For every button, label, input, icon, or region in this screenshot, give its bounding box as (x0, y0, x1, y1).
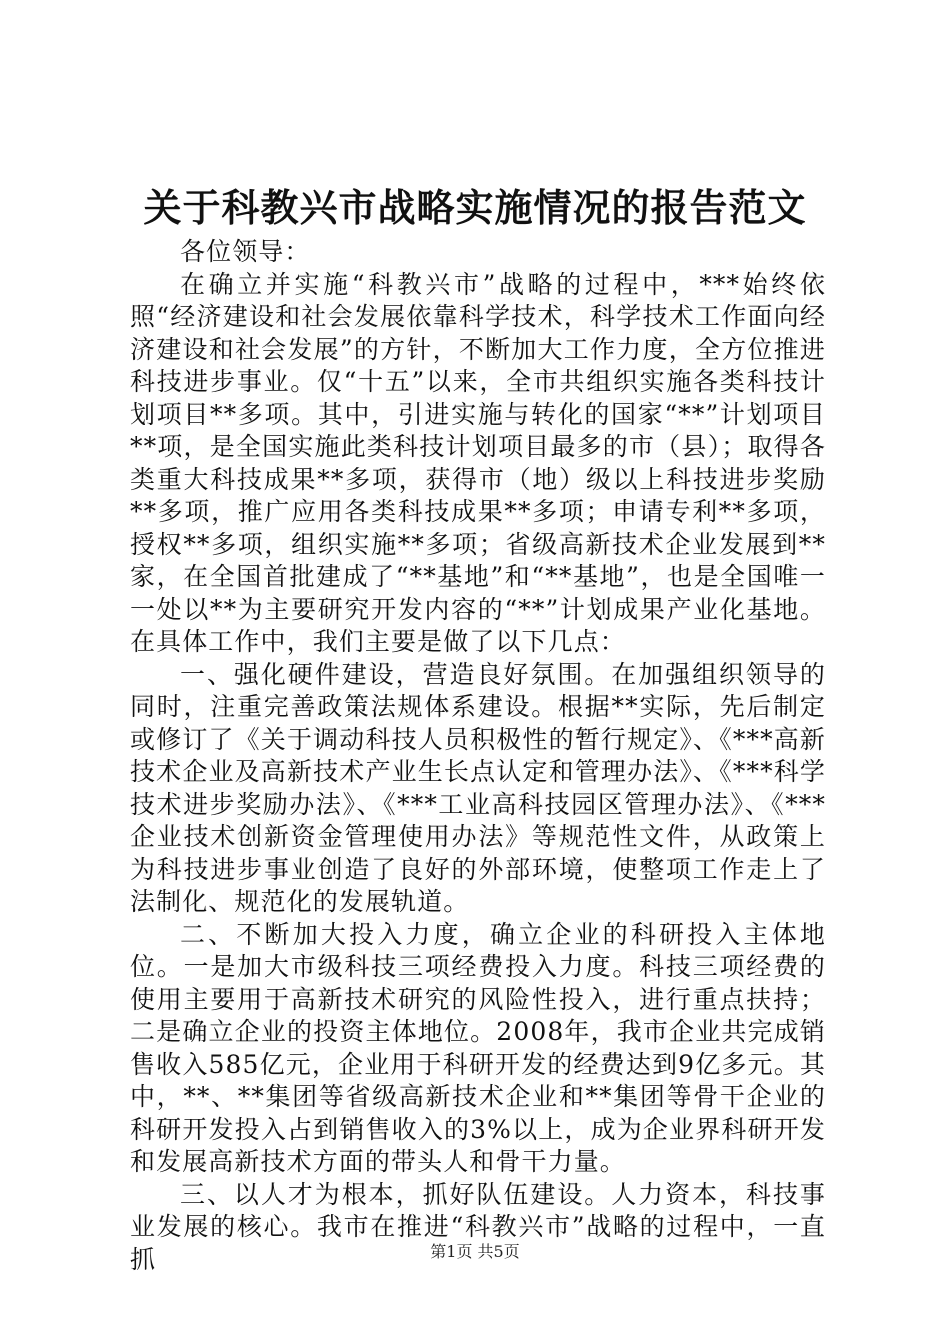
page-footer: 第1页 共5页 (430, 1242, 520, 1261)
paragraph-section-2: 二、不断加大投入力度，确立企业的科研投入主体地位。一是加大市级科技三项经费投入力度。科技三项经费的使用主要用于高新技术研究的风险性投入，进行重点扶持；二是确立企业的投资主体地位。2008年，我市企业共完成销售收入585亿元，企业用于科研开发的经费达到9亿多元。其中，**、**集团等省级高新技术企业和**集团等骨干企业的科研开发投入占到销售收入的3%以上，成为企业界科研开发和发展高新技术方面的带头人和骨干力量。 (130, 919, 826, 1176)
salutation: 各位领导： (180, 237, 311, 266)
document-body (130, 236, 826, 1276)
paragraph-section-3: 三、以人才为根本，抓好队伍建设。人力资本，科技事业发展的核心。我市在推进“科教兴市”战略的过程中，一直抓 (130, 1179, 826, 1274)
document-title: 关于科教兴市战略实施情况的报告范文 (143, 185, 807, 230)
paragraph-intro: 在确立并实施“科教兴市”战略的过程中，***始终依照“经济建设和社会发展依靠科学技术，科学技术工作面向经济建设和社会发展”的方针，不断加大工作力度，全方位推进科技进步事业。仅“十五”以来，全市共组织实施各类科技计划项目**多项。其中，引进实施与转化的国家“**”计划项目**项，是全国实施此类科技计划项目最多的市（县）；取得各类重大科技成果**多项，获得市（地）级以上科技进步奖励**多项，推广应用各类科技成果**多项；申请专利**多项，授权**多项，组织实施**多项；省级高新技术企业发展到**家，在全国首批建成了“**基地”和“**基地”，也是全国唯一一处以**为主要研究开发内容的“**”计划成果产业化基地。在具体工作中，我们主要是做了以下几点： (130, 269, 826, 656)
paragraph-section-1: 一、强化硬件建设，营造良好氛围。在加强组织领导的同时，注重完善政策法规体系建设。根据**实际，先后制定或修订了《关于调动科技人员积极性的暂行规定》、《***高新技术企业及高新技术产业生长点认定和管理办法》、《***科学技术进步奖励办法》、《***工业高科技园区管理办法》、《***企业技术创新资金管理使用办法》等规范性文件，从政策上为科技进步事业创造了良好的外部环境，使整项工作走上了法制化、规范化的发展轨道。 (130, 659, 826, 916)
